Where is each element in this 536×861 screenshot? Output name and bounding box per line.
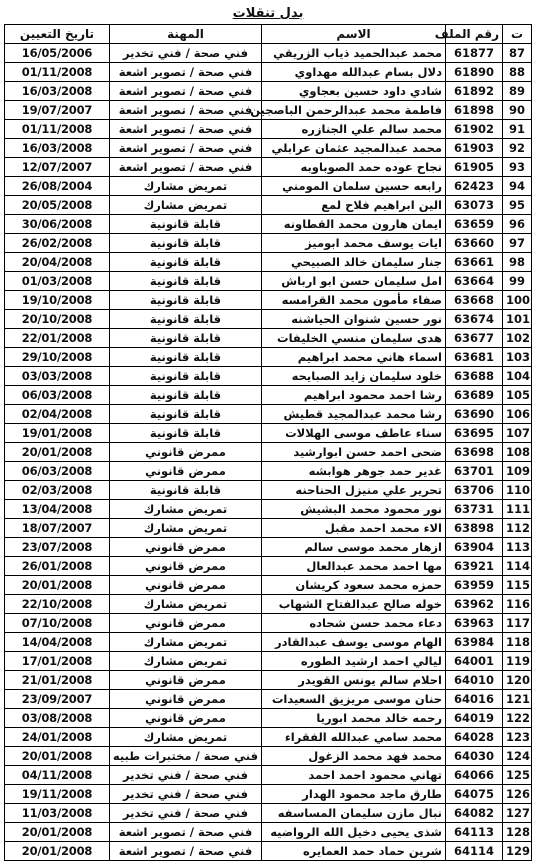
serial-cell: 92: [503, 139, 532, 158]
file-number-cell: 63706: [446, 481, 503, 500]
profession-cell: تمريض مشارك: [110, 196, 262, 215]
table-row: [5, 690, 532, 709]
profession-cell: فني صحة / تصوير اشعة: [110, 823, 262, 842]
file-number-cell: 63963: [446, 614, 503, 633]
profession-cell: فني صحة / فني تخدير: [110, 804, 262, 823]
name-cell: سناء عاطف موسى الهلالات: [262, 424, 446, 443]
profession-cell: فني صحة / تصوير اشعة: [110, 158, 262, 177]
profession-cell: ممرض قانوني: [110, 576, 262, 595]
appointment-date-cell: 20/04/2008: [5, 253, 110, 272]
appointment-date-cell: 20/01/2008: [5, 576, 110, 595]
file-number-cell: 63689: [446, 386, 503, 405]
name-cell: حمزه محمد سعود كريشان: [262, 576, 446, 595]
appointment-date-cell: 06/03/2008: [5, 462, 110, 481]
profession-cell: تمريض مشارك: [110, 500, 262, 519]
serial-cell: 122: [503, 709, 532, 728]
appointment-date-cell: 02/04/2008: [5, 405, 110, 424]
serial-cell: 102: [503, 329, 532, 348]
appointment-date-cell: 16/05/2006: [5, 44, 110, 63]
profession-cell: ممرض قانوني: [110, 671, 262, 690]
table-row: [5, 139, 532, 158]
table-row: [5, 367, 532, 386]
serial-cell: 100: [503, 291, 532, 310]
file-number-cell: 63668: [446, 291, 503, 310]
serial-cell: 128: [503, 823, 532, 842]
table-row: [5, 614, 532, 633]
name-cell: شرين حماد حمد العمايره: [262, 842, 446, 861]
profession-cell: قابلة قانونية: [110, 253, 262, 272]
serial-cell: 125: [503, 766, 532, 785]
serial-cell: 126: [503, 785, 532, 804]
name-cell: رشا احمد محمود ابراهيم: [262, 386, 446, 405]
appointment-date-cell: 20/01/2008: [5, 747, 110, 766]
file-number-cell: 63660: [446, 234, 503, 253]
serial-cell: 95: [503, 196, 532, 215]
appointment-date-cell: 18/07/2007: [5, 519, 110, 538]
name-cell: محمد عبدالمجيد عثمان عرابلي: [262, 139, 446, 158]
table-row: [5, 196, 532, 215]
profession-cell: تمريض مشارك: [110, 633, 262, 652]
file-number-cell: 64075: [446, 785, 503, 804]
profession-cell: فني صحة / مختبرات طبيه: [110, 747, 262, 766]
table-row: [5, 177, 532, 196]
appointment-date-cell: 23/09/2007: [5, 690, 110, 709]
appointment-date-cell: 16/03/2008: [5, 139, 110, 158]
name-cell: احلام سالم يونس القويدر: [262, 671, 446, 690]
file-number-cell: 63698: [446, 443, 503, 462]
serial-cell: 113: [503, 538, 532, 557]
profession-cell: قابلة قانونية: [110, 234, 262, 253]
table-row: [5, 462, 532, 481]
appointment-date-cell: 20/10/2008: [5, 310, 110, 329]
appointment-date-cell: 01/03/2008: [5, 272, 110, 291]
profession-cell: ممرض قانوني: [110, 538, 262, 557]
header-serial: ت: [503, 25, 532, 44]
name-cell: فاطمة محمد عبدالرحمن الباصجين: [262, 101, 446, 120]
table-row: [5, 253, 532, 272]
appointment-date-cell: 03/08/2008: [5, 709, 110, 728]
serial-cell: 99: [503, 272, 532, 291]
appointment-date-cell: 12/07/2007: [5, 158, 110, 177]
header-profession: المهنة: [110, 25, 262, 44]
name-cell: الين ابراهيم فلاح لمع: [262, 196, 446, 215]
file-number-cell: 63984: [446, 633, 503, 652]
file-number-cell: 61905: [446, 158, 503, 177]
serial-cell: 114: [503, 557, 532, 576]
name-cell: مها احمد محمد عبدالعال: [262, 557, 446, 576]
serial-cell: 87: [503, 44, 532, 63]
table-row: [5, 576, 532, 595]
file-number-cell: 61892: [446, 82, 503, 101]
profession-cell: فني صحة / تصوير اشعة: [110, 842, 262, 861]
appointment-date-cell: 26/08/2004: [5, 177, 110, 196]
appointment-date-cell: 22/01/2008: [5, 329, 110, 348]
profession-cell: فني صحة / فني تخدير: [110, 766, 262, 785]
profession-cell: ممرض قانوني: [110, 709, 262, 728]
serial-cell: 110: [503, 481, 532, 500]
serial-cell: 109: [503, 462, 532, 481]
appointment-date-cell: 07/10/2008: [5, 614, 110, 633]
table-row: [5, 329, 532, 348]
name-cell: الاء محمد احمد مقبل: [262, 519, 446, 538]
appointment-date-cell: 04/11/2008: [5, 766, 110, 785]
table-row: [5, 671, 532, 690]
profession-cell: قابلة قانونية: [110, 291, 262, 310]
profession-cell: قابلة قانونية: [110, 348, 262, 367]
table-row: [5, 310, 532, 329]
file-number-cell: 63921: [446, 557, 503, 576]
profession-cell: فني صحة / تصوير اشعة: [110, 139, 262, 158]
table-row: [5, 766, 532, 785]
profession-cell: فني صحة / فني تخدير: [110, 44, 262, 63]
table-row: [5, 44, 532, 63]
file-number-cell: 63731: [446, 500, 503, 519]
name-cell: رحمه خالد محمد ابوريا: [262, 709, 446, 728]
file-number-cell: 61877: [446, 44, 503, 63]
serial-cell: 121: [503, 690, 532, 709]
file-number-cell: 63681: [446, 348, 503, 367]
file-number-cell: 64010: [446, 671, 503, 690]
table-row: [5, 519, 532, 538]
serial-cell: 104: [503, 367, 532, 386]
name-cell: نجاح عوده حمد الصوباوبه: [262, 158, 446, 177]
file-number-cell: 63898: [446, 519, 503, 538]
table-row: [5, 443, 532, 462]
name-cell: طارق ماجد محمود الهدار: [262, 785, 446, 804]
table-row: [5, 405, 532, 424]
name-cell: نبال مازن سليمان المساسفه: [262, 804, 446, 823]
serial-cell: 108: [503, 443, 532, 462]
file-number-cell: 63688: [446, 367, 503, 386]
profession-cell: قابلة قانونية: [110, 405, 262, 424]
serial-cell: 105: [503, 386, 532, 405]
appointment-date-cell: 24/01/2008: [5, 728, 110, 747]
file-number-cell: 64114: [446, 842, 503, 861]
file-number-cell: 64113: [446, 823, 503, 842]
file-number-cell: 63695: [446, 424, 503, 443]
appointment-date-cell: 06/03/2008: [5, 386, 110, 405]
serial-cell: 90: [503, 101, 532, 120]
serial-cell: 91: [503, 120, 532, 139]
table-row: [5, 348, 532, 367]
name-cell: ايمان هارون محمد القطاونه: [262, 215, 446, 234]
serial-cell: 112: [503, 519, 532, 538]
name-cell: محمد سالم علي الجنازره: [262, 120, 446, 139]
name-cell: دعاء محمد حسن شحاده: [262, 614, 446, 633]
file-number-cell: 63073: [446, 196, 503, 215]
profession-cell: تمريض مشارك: [110, 652, 262, 671]
header-appointment-date: تاريخ التعيين: [5, 25, 110, 44]
name-cell: اسماء هاني محمد ابراهيم: [262, 348, 446, 367]
profession-cell: قابلة قانونية: [110, 424, 262, 443]
name-cell: هدى سليمان منسي الخليفات: [262, 329, 446, 348]
profession-cell: فني صحة / تصوير اشعة: [110, 82, 262, 101]
name-cell: رشا محمد عبدالمجيد قطيش: [262, 405, 446, 424]
serial-cell: 103: [503, 348, 532, 367]
table-row: [5, 234, 532, 253]
table-row: [5, 747, 532, 766]
appointment-date-cell: 03/03/2008: [5, 367, 110, 386]
name-cell: تهاني محمود احمد احمد: [262, 766, 446, 785]
file-number-cell: 64066: [446, 766, 503, 785]
appointment-date-cell: 29/10/2008: [5, 348, 110, 367]
name-cell: محمد فهد محمد الزغول: [262, 747, 446, 766]
file-number-cell: 63674: [446, 310, 503, 329]
appointment-date-cell: 14/04/2008: [5, 633, 110, 652]
profession-cell: تمريض مشارك: [110, 595, 262, 614]
name-cell: جنار سليمان خالد الصبيحي: [262, 253, 446, 272]
table-row: [5, 804, 532, 823]
name-cell: شادي داود حسين بعجاوي: [262, 82, 446, 101]
file-number-cell: 64001: [446, 652, 503, 671]
appointment-date-cell: 26/02/2008: [5, 234, 110, 253]
table-row: [5, 652, 532, 671]
table-row: [5, 500, 532, 519]
table-row: [5, 481, 532, 500]
appointment-date-cell: 19/10/2008: [5, 291, 110, 310]
appointment-date-cell: 19/01/2008: [5, 424, 110, 443]
appointment-date-cell: 01/11/2008: [5, 63, 110, 82]
name-cell: محمد سامي عبدالله الفقراء: [262, 728, 446, 747]
file-number-cell: 64019: [446, 709, 503, 728]
appointment-date-cell: 20/05/2008: [5, 196, 110, 215]
appointment-date-cell: 19/07/2007: [5, 101, 110, 120]
serial-cell: 96: [503, 215, 532, 234]
appointment-date-cell: 30/06/2008: [5, 215, 110, 234]
name-cell: خلود سليمان زايد الصبايحه: [262, 367, 446, 386]
serial-cell: 106: [503, 405, 532, 424]
profession-cell: ممرض قانوني: [110, 690, 262, 709]
profession-cell: تمريض مشارك: [110, 519, 262, 538]
profession-cell: قابلة قانونية: [110, 310, 262, 329]
table-row: [5, 424, 532, 443]
serial-cell: 107: [503, 424, 532, 443]
profession-cell: تمريض مشارك: [110, 728, 262, 747]
name-cell: نور حسين شنوان الحياشنه: [262, 310, 446, 329]
file-number-cell: 63904: [446, 538, 503, 557]
name-cell: ليالي احمد ارشيد الطوره: [262, 652, 446, 671]
appointment-date-cell: 13/04/2008: [5, 500, 110, 519]
serial-cell: 120: [503, 671, 532, 690]
page-title: بدل تنقلات: [232, 6, 304, 21]
table-row: [5, 633, 532, 652]
appointment-date-cell: 21/01/2008: [5, 671, 110, 690]
appointment-date-cell: 20/01/2008: [5, 842, 110, 861]
serial-cell: 97: [503, 234, 532, 253]
appointment-date-cell: 17/01/2008: [5, 652, 110, 671]
profession-cell: قابلة قانونية: [110, 215, 262, 234]
file-number-cell: 63690: [446, 405, 503, 424]
name-cell: نور محمود محمد البشيش: [262, 500, 446, 519]
table-row: [5, 595, 532, 614]
name-cell: الهام موسى يوسف عبدالقادر: [262, 633, 446, 652]
profession-cell: قابلة قانونية: [110, 272, 262, 291]
file-number-cell: 61898: [446, 101, 503, 120]
name-cell: ايات يوسف محمد ابوميز: [262, 234, 446, 253]
file-number-cell: 63962: [446, 595, 503, 614]
table-row: [5, 215, 532, 234]
serial-cell: 116: [503, 595, 532, 614]
appointment-date-cell: 16/03/2008: [5, 82, 110, 101]
appointment-date-cell: 20/01/2008: [5, 823, 110, 842]
table-row: [5, 842, 532, 861]
header-row: [5, 25, 532, 44]
serial-cell: 118: [503, 633, 532, 652]
file-number-cell: 63701: [446, 462, 503, 481]
appointment-date-cell: 26/01/2008: [5, 557, 110, 576]
profession-cell: فني صحة / فني تخدير: [110, 785, 262, 804]
profession-cell: ممرض قانوني: [110, 557, 262, 576]
table-row: [5, 785, 532, 804]
file-number-cell: 63664: [446, 272, 503, 291]
file-number-cell: 64082: [446, 804, 503, 823]
profession-cell: تمريض مشارك: [110, 177, 262, 196]
table-row: [5, 823, 532, 842]
serial-cell: 101: [503, 310, 532, 329]
name-cell: تحرير علي منيزل الحناحنه: [262, 481, 446, 500]
table-row: [5, 101, 532, 120]
serial-cell: 117: [503, 614, 532, 633]
serial-cell: 124: [503, 747, 532, 766]
serial-cell: 93: [503, 158, 532, 177]
file-number-cell: 63659: [446, 215, 503, 234]
file-number-cell: 64016: [446, 690, 503, 709]
profession-cell: قابلة قانونية: [110, 481, 262, 500]
appointment-date-cell: 02/03/2008: [5, 481, 110, 500]
serial-cell: 115: [503, 576, 532, 595]
serial-cell: 98: [503, 253, 532, 272]
name-cell: حنان موسى مريزيق السعيدات: [262, 690, 446, 709]
name-cell: ازهار محمد موسى سالم: [262, 538, 446, 557]
name-cell: محمد عبدالحميد ذياب الزريقي: [262, 44, 446, 63]
serial-cell: 111: [503, 500, 532, 519]
table-body: [5, 44, 532, 861]
serial-cell: 129: [503, 842, 532, 861]
profession-cell: ممرض قانوني: [110, 443, 262, 462]
profession-cell: قابلة قانونية: [110, 367, 262, 386]
profession-cell: قابلة قانونية: [110, 386, 262, 405]
file-number-cell: 62423: [446, 177, 503, 196]
appointment-date-cell: 20/01/2008: [5, 443, 110, 462]
table-row: [5, 272, 532, 291]
table-row: [5, 709, 532, 728]
header-file-number: رقم الملف: [446, 25, 503, 44]
table-row: [5, 386, 532, 405]
table-row: [5, 291, 532, 310]
profession-cell: قابلة قانونية: [110, 329, 262, 348]
appointment-date-cell: 22/10/2008: [5, 595, 110, 614]
name-cell: امل سليمان حسن ابو ارباش: [262, 272, 446, 291]
table-row: [5, 82, 532, 101]
name-cell: صفاء مأمون محمد القرامسه: [262, 291, 446, 310]
header-name: الاسم: [262, 25, 446, 44]
table-row: [5, 120, 532, 139]
serial-cell: 127: [503, 804, 532, 823]
serial-cell: 119: [503, 652, 532, 671]
name-cell: رابعه حسين سلمان المومني: [262, 177, 446, 196]
transfer-allowance-table: [4, 24, 532, 861]
appointment-date-cell: 23/07/2008: [5, 538, 110, 557]
file-number-cell: 63661: [446, 253, 503, 272]
name-cell: غدير حمد جوهر هوابشه: [262, 462, 446, 481]
file-number-cell: 61902: [446, 120, 503, 139]
name-cell: شذى يحيى دخيل الله الرواضيه: [262, 823, 446, 842]
file-number-cell: 63959: [446, 576, 503, 595]
profession-cell: فني صحة / تصوير اشعة: [110, 120, 262, 139]
table-row: [5, 538, 532, 557]
table-row: [5, 728, 532, 747]
serial-cell: 88: [503, 63, 532, 82]
name-cell: ضحى احمد حسن ابوارشيد: [262, 443, 446, 462]
serial-cell: 89: [503, 82, 532, 101]
table-row: [5, 63, 532, 82]
file-number-cell: 64028: [446, 728, 503, 747]
serial-cell: 123: [503, 728, 532, 747]
file-number-cell: 61903: [446, 139, 503, 158]
file-number-cell: 63677: [446, 329, 503, 348]
profession-cell: ممرض قانوني: [110, 462, 262, 481]
appointment-date-cell: 11/03/2008: [5, 804, 110, 823]
appointment-date-cell: 01/11/2008: [5, 120, 110, 139]
table-row: [5, 158, 532, 177]
name-cell: دلال بسام عبدالله مهداوي: [262, 63, 446, 82]
profession-cell: فني صحة / تصوير اشعة: [110, 101, 262, 120]
file-number-cell: 64030: [446, 747, 503, 766]
profession-cell: فني صحة / تصوير اشعة: [110, 63, 262, 82]
profession-cell: ممرض قانوني: [110, 614, 262, 633]
appointment-date-cell: 19/11/2008: [5, 785, 110, 804]
serial-cell: 94: [503, 177, 532, 196]
file-number-cell: 61890: [446, 63, 503, 82]
name-cell: خوله صالح عبدالفتاح الشهاب: [262, 595, 446, 614]
table-row: [5, 557, 532, 576]
